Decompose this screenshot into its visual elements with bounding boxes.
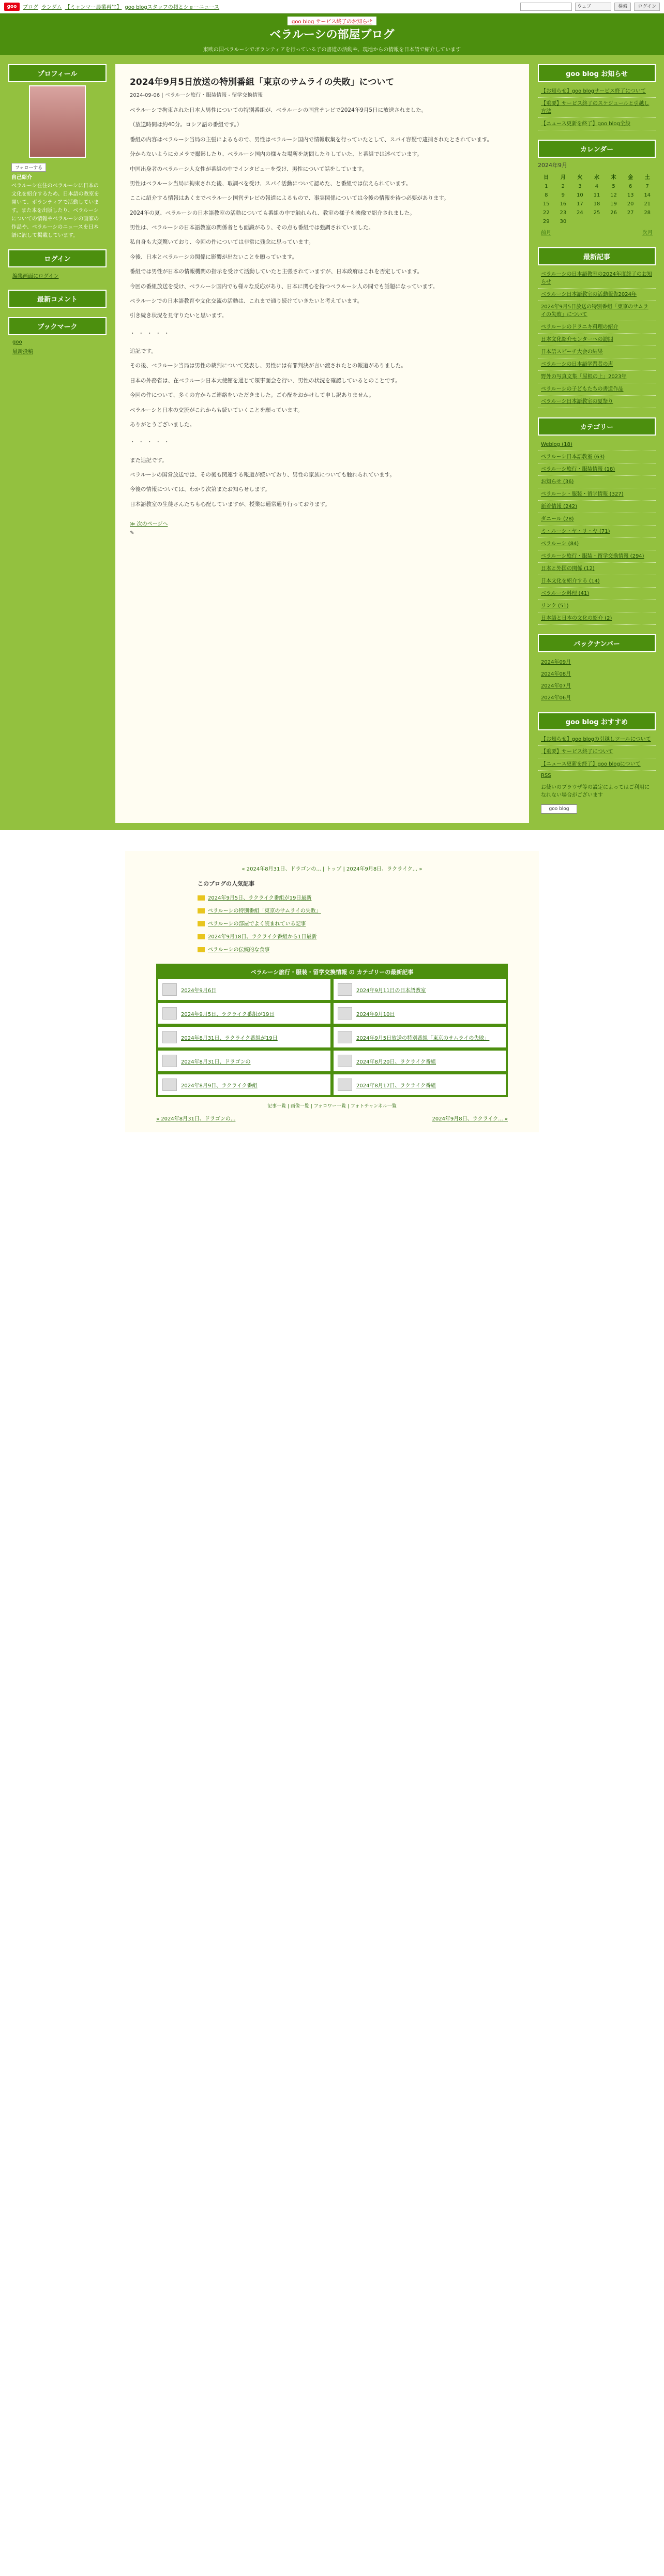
post-paragraph: 引き続き状況を見守りたいと思います。 bbox=[130, 312, 228, 319]
category-item[interactable]: 日本文化を紹介する (14) bbox=[538, 575, 656, 588]
category-item[interactable]: ミ・ルーシ・ヤ・リ・ヤ (71) bbox=[538, 526, 656, 538]
category-latest-box bbox=[156, 964, 508, 1097]
crown-icon bbox=[198, 934, 205, 939]
post-paragraph: 2024年の夏、ベラルーシの日本語教室の活動についても番組の中で触れられ、教室の様子も映像で紹介されました。 bbox=[130, 209, 415, 216]
post-paragraph: ベラルーシと日本の交流がこれからも続いていくことを願っています。 bbox=[130, 407, 303, 413]
post-paragraph: 中国出身者のベラルーシ人女性が番組の中でインタビューを受け、男性について話をしています。 bbox=[130, 166, 368, 172]
topbar-link-news[interactable]: goo blogスタッフの頻とショーニュース bbox=[125, 5, 220, 10]
rss-link[interactable]: RSS bbox=[541, 773, 551, 778]
post-paragraph: 分からないようにカメラで撮影したり、ベラルーシ国内の様々な場所を訪問したりしていた、と番組では述べています。 bbox=[130, 151, 422, 158]
recent-item[interactable]: ベラルーシ日本語教室の活動報告2024年 bbox=[538, 289, 656, 301]
post-paragraph: 私自身も大変驚いており、今回の件については非常に残念に思っています。 bbox=[130, 239, 314, 246]
category-item[interactable]: Weblog (18) bbox=[538, 439, 656, 451]
comments-heading: 最新コメント bbox=[8, 290, 107, 308]
category-item[interactable]: ベラルーシ料理 (41) bbox=[538, 588, 656, 600]
thumbnail-icon bbox=[338, 1055, 352, 1067]
popular-item[interactable]: ベラルーシの特別番組「東京のサムライの失敗」 bbox=[198, 904, 466, 917]
recent-item[interactable]: ベラルーシの子どもたちの書道作品 bbox=[538, 383, 656, 396]
search-button[interactable]: 検索 bbox=[614, 3, 631, 11]
popular-heading: このブログの人気記事 bbox=[198, 880, 254, 887]
category-latest-item[interactable]: 2024年8月20日、ラクライク番組 bbox=[334, 1051, 506, 1071]
category-heading: カテゴリー bbox=[538, 417, 656, 436]
post-paragraph: ベラルーシで拘束された日本人男性についての特別番組が、ベラルーシの国営テレビで2024年9月5日に放送されました。 bbox=[130, 107, 427, 113]
post-paragraph: 日本の外務省は、在ベラルーシ日本大使館を通じて領事面会を行い、男性の状況を確認しているとのことです。 bbox=[130, 377, 401, 384]
osusume-item[interactable]: 【お知らせ】goo blogの引越しツールについて bbox=[538, 733, 656, 746]
post-separator: ・・・・・ bbox=[130, 330, 173, 337]
calendar-next[interactable]: 次月 bbox=[642, 230, 653, 236]
post-paragraph: 日本語教室の生徒さんたちも心配していますが、授業は通常通り行っております。 bbox=[130, 501, 330, 507]
crown-icon bbox=[198, 908, 205, 913]
main-article bbox=[115, 64, 529, 823]
notice-item[interactable]: 【ニュース更新を終了】goo blog全般 bbox=[538, 118, 656, 130]
calendar-prev[interactable]: 前月 bbox=[541, 230, 551, 236]
thumbnail-icon bbox=[338, 1079, 352, 1091]
category-latest-item[interactable]: 2024年9月5日、ラクライク番組が19日 bbox=[158, 1003, 330, 1024]
page-footer bbox=[0, 1148, 664, 1169]
self-intro: ベラルーシ在住のベラルーシに日本の文化を紹介するため、日本語の教室を開いて、ボランティアで活動しています。また本を出版したり、ベラルーシについての情報やベラルーシの画家の作品や、ベラルーシのニュースを日本語に訳して掲載しています。 bbox=[11, 183, 99, 238]
osusume-item[interactable]: 【ニュース更新を終了】goo blogについて bbox=[538, 758, 656, 771]
post-paragraph: 今後、日本とベラルーシの関係に影響が出ないことを願っています。 bbox=[130, 253, 298, 260]
service-end-notice[interactable]: goo blog サービス終了のお知らせ bbox=[288, 17, 376, 25]
category-item[interactable]: リンク (51) bbox=[538, 600, 656, 612]
goo-logo[interactable]: goo bbox=[4, 3, 20, 11]
blog-title[interactable]: ベラルーシの部屋ブログ bbox=[269, 28, 395, 41]
thumbnail-icon bbox=[162, 1055, 177, 1067]
content-wrap bbox=[0, 55, 664, 830]
recent-item[interactable]: 野外の写真文集「屋根の上」2023年 bbox=[538, 371, 656, 383]
category-latest-item[interactable]: 2024年8月17日、ラクライク番組 bbox=[334, 1074, 506, 1095]
category-item[interactable]: ベラルーシ日本語教室 (63) bbox=[538, 451, 656, 463]
thumbnail-icon bbox=[162, 983, 177, 996]
category-latest-item[interactable]: 2024年9月11日の日本語教室 bbox=[334, 979, 506, 1000]
popular-item[interactable]: ベラルーシの伝統的な食事 bbox=[198, 942, 466, 955]
recent-heading: 最新記事 bbox=[538, 247, 656, 265]
thumbnail-icon bbox=[338, 1031, 352, 1043]
profile-avatar[interactable] bbox=[29, 85, 86, 158]
crown-icon bbox=[198, 947, 205, 952]
popular-item[interactable]: 2024年9月18日、ラクライク番組から1日最新 bbox=[198, 930, 466, 942]
topbar-link-myanmar[interactable]: 【ミャンマー農業再生】 bbox=[65, 5, 122, 10]
backnumber-heading: バックナンバー bbox=[538, 634, 656, 652]
post-paragraph: また追記です。 bbox=[130, 457, 168, 463]
post-paragraph: 今回の番組放送を受け、ベラルーシ国内でも様々な反応があり、日本に関心を持つベラルーシ人の間でも話題になっています。 bbox=[130, 283, 439, 290]
thumbnail-icon bbox=[162, 1079, 177, 1091]
notice-item[interactable]: 【重要】サービス終了のスケジュールと引越し方法 bbox=[538, 98, 656, 118]
rss-note: お使いのブラウザ等の設定によってはご利用になれない場合がございます bbox=[541, 785, 650, 798]
backnumber-link[interactable]: 2024年06月 bbox=[541, 695, 571, 701]
post-separator: ・・・・・ bbox=[130, 439, 173, 446]
goo-blog-button[interactable]: goo blog bbox=[541, 804, 577, 814]
self-intro-title: 自己紹介 bbox=[11, 175, 32, 181]
prev-post-link[interactable]: « 2024年8月31日、ドラゴンの... bbox=[156, 1116, 236, 1122]
recent-item[interactable]: ベラルーシの日本語教室の2024年度終了のお知らせ bbox=[538, 268, 656, 289]
crown-icon bbox=[198, 921, 205, 926]
post-body bbox=[130, 106, 515, 509]
left-sidebar bbox=[8, 64, 107, 823]
thumbnail-icon bbox=[162, 1007, 177, 1020]
popular-item[interactable]: 2024年9月5日、ラクライク番組が19日最新 bbox=[198, 891, 466, 904]
post-paragraph: その後、ベラルーシ当局は男性の裁判について発表し、男性には有罪判決が言い渡されたとの報道がありました。 bbox=[130, 363, 406, 369]
post-title[interactable]: 2024年9月5日放送の特別番組「東京のサムライの失敗」について bbox=[130, 77, 395, 87]
category-item[interactable]: ベラルーシ (84) bbox=[538, 538, 656, 550]
recent-item[interactable]: 日本語スピーチ大会の結果 bbox=[538, 346, 656, 358]
post-paragraph: ベラルーシでの日本語教育や文化交流の活動は、これまで通り続けていきたいと考えています。 bbox=[130, 297, 363, 304]
post-paragraph: ベラルーシの国営放送では、その後も関連する報道が続いており、男性の家族についても触れられています。 bbox=[130, 472, 395, 478]
category-item[interactable]: 日本と外国の関係 (12) bbox=[538, 563, 656, 575]
follow-button[interactable]: フォローする bbox=[11, 163, 46, 172]
category-item[interactable]: ベラルーシ旅行・服装情報 (18) bbox=[538, 463, 656, 476]
calendar-month: 2024年9月 bbox=[538, 162, 567, 169]
post-paragraph: 男性は、ベラルーシの日本語教室の関係者とも面識があり、その点も番組では強調されていました。 bbox=[130, 224, 374, 231]
login-button[interactable]: ログイン bbox=[634, 3, 660, 11]
category-item[interactable]: ベラルーシ・服装・留学情報 (327) bbox=[538, 488, 656, 501]
edit-icon[interactable]: ✎ bbox=[130, 530, 134, 536]
profile-heading: プロフィール bbox=[8, 64, 107, 82]
goo-notice-heading: goo blog お知らせ bbox=[538, 64, 656, 82]
popular-item[interactable]: ベラルーシの部屋でよく読まれている記事 bbox=[198, 917, 466, 930]
search-input[interactable] bbox=[520, 3, 572, 11]
bookmark-link[interactable]: goo bbox=[12, 339, 22, 345]
recent-item[interactable]: ベラルーシ日本語教室の夏祭り bbox=[538, 396, 656, 408]
search-scope-select[interactable]: ウェブ bbox=[575, 3, 611, 11]
next-page-link[interactable]: ≫ 次のページへ bbox=[130, 521, 168, 528]
calendar-table: 日 月 火 水 木 金 土 1 2 3 4 5 6 7 8 9 10 11 12 13 14 15 16 17 18 19 20 21 22 23 24 25 26 27 28 29 30 bbox=[542, 175, 651, 224]
post-paragraph: ありがとうございました。 bbox=[130, 421, 195, 428]
recent-item[interactable]: ベラルーシのドラニキ料理の紹介 bbox=[538, 321, 656, 334]
post-paragraph: 今後の情報については、わかり次第またお知らせします。 bbox=[130, 486, 270, 493]
backnumber-link[interactable]: 2024年08月 bbox=[541, 671, 571, 677]
backnumber-link[interactable]: 2024年07月 bbox=[541, 683, 571, 689]
recent-item[interactable]: ベラルーシの日本語学習者の声 bbox=[538, 358, 656, 371]
recent-item[interactable]: 日本文化紹介センターへの訪問 bbox=[538, 334, 656, 346]
post-paragraph: 男性はベラルーシ当局に拘束された後、取調べを受け、スパイ活動について認めた、と番組では伝えられています。 bbox=[130, 180, 412, 187]
post-pager[interactable]: « 2024年8月31日、ドラゴンの... | トップ | 2024年9月8日、ラクライク... » bbox=[242, 866, 422, 872]
notice-item[interactable]: 【お知らせ】goo blogサービス終了について bbox=[538, 85, 656, 98]
category-latest-heading: ベラルーシ旅行・服装・留学交換情報 の カテゴリーの最新記事 bbox=[250, 969, 414, 976]
backnumber-link[interactable]: 2024年09月 bbox=[541, 660, 571, 665]
footer-links[interactable]: 記事一覧 | 画像一覧 | フォロワー一覧 | フォトチャンネル一覧 bbox=[267, 1104, 397, 1109]
topbar-link-random[interactable]: ランダム bbox=[41, 5, 62, 10]
right-sidebar bbox=[538, 64, 656, 823]
post-paragraph: （放送時間は約40分。ロシア語の番組です。） bbox=[130, 122, 243, 128]
category-item[interactable]: 日本語と日本の文化の紹介 (2) bbox=[538, 612, 656, 625]
calendar-heading: カレンダー bbox=[538, 140, 656, 158]
blog-header bbox=[0, 13, 664, 55]
thumbnail-icon bbox=[338, 983, 352, 996]
category-latest-item[interactable]: 2024年9月6日 bbox=[158, 979, 330, 1000]
post-meta: 2024-09-06 | ベラルーシ旅行・服装情報 - 留学交換情報 bbox=[130, 93, 263, 98]
category-item[interactable]: ベラルーシ旅行・服装・留学交換情報 (294) bbox=[538, 550, 656, 563]
thumbnail-icon bbox=[338, 1007, 352, 1020]
crown-icon bbox=[198, 895, 205, 901]
topbar-link-blog[interactable]: ブログ bbox=[23, 5, 38, 10]
bookmark-heading: ブックマーク bbox=[8, 317, 107, 335]
next-post-link[interactable]: 2024年9月8日、ラクライク... » bbox=[432, 1116, 508, 1122]
category-latest-item[interactable]: 2024年9月10日 bbox=[334, 1003, 506, 1024]
blog-description: 東欧の国ベラルーシでボランティアを行っている子の書道の活動や、現地からの情報を日本語で紹介しています bbox=[203, 47, 461, 53]
thumbnail-icon bbox=[162, 1031, 177, 1043]
topbar-links bbox=[23, 3, 219, 10]
bottom-area bbox=[0, 830, 664, 1184]
category-latest-item[interactable]: 2024年9月5日放送の特別番組「東京のサムライの失敗」 bbox=[334, 1027, 506, 1047]
bookmark-link[interactable]: 最新投稿 bbox=[12, 349, 33, 355]
category-item[interactable]: 新着情報 (242) bbox=[538, 501, 656, 513]
goo-topbar bbox=[0, 0, 664, 13]
category-item[interactable]: ダニール (28) bbox=[538, 513, 656, 526]
osusume-heading: goo blog おすすめ bbox=[538, 712, 656, 730]
post-paragraph: 番組の内容はベラルーシ当局の主張によるもので、男性はベラルーシ国内で情報収集を行っていたとして、スパイ容疑で逮捕されたとされています。 bbox=[130, 136, 493, 143]
post-paragraph: ここに紹介する情報はあくまでベラルーシ国営テレビの報道によるもので、事実関係については今後の情報を待つ必要があります。 bbox=[130, 195, 449, 202]
category-latest-item[interactable]: 2024年8月31日、ラクライク番組が19日 bbox=[158, 1027, 330, 1047]
edit-login-link[interactable]: 編集画面にログイン bbox=[12, 274, 59, 279]
login-heading: ログイン bbox=[8, 249, 107, 267]
category-latest-item[interactable]: 2024年8月31日、ドラゴンの bbox=[158, 1051, 330, 1071]
popular-articles bbox=[198, 879, 466, 955]
recent-item[interactable]: 2024年9月5日放送の特別番組「東京のサムライの失敗」について bbox=[538, 301, 656, 321]
post-paragraph: 番組では男性が日本の情報機関の指示を受けて活動していたと主張されていますが、日本政府はこれを否定しています。 bbox=[130, 268, 423, 275]
category-latest-item[interactable]: 2024年8月9日、ラクライク番組 bbox=[158, 1074, 330, 1095]
category-item[interactable]: お知らせ (36) bbox=[538, 476, 656, 488]
post-paragraph: 今回の件について、多くの方からご連絡をいただきました。ご心配をおかけして申し訳ありません。 bbox=[130, 392, 374, 399]
post-paragraph: 追記です。 bbox=[130, 348, 157, 354]
osusume-item[interactable]: 【重要】サービス終了について bbox=[538, 746, 656, 758]
